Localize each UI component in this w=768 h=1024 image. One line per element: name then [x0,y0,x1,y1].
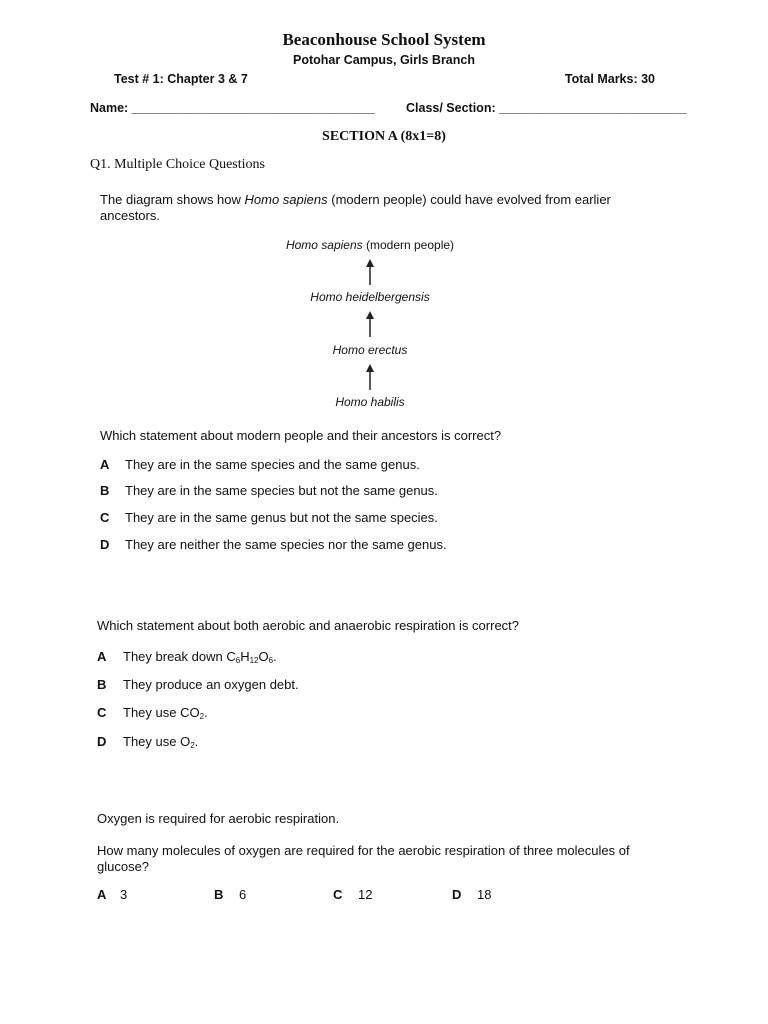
q1-option-letter: C [100,510,110,525]
q2-option-text: They produce an oxygen debt. [123,677,299,692]
diagram-homo-heidelbergensis: Homo heidelbergensis [310,290,430,304]
q3-option-text: 18 [477,887,492,902]
q2-option-text: They break down $C_6H_{12}O_6$. [123,649,277,665]
q1-option-text: They are in the same genus but not the same species. [125,510,438,525]
q3-option-letter: C [333,887,343,902]
q2-option-letter: C [97,705,107,720]
class-section-field: Class/ Section: ___________________________ [406,101,687,115]
q2-option-text: They use $CO_2$. [123,705,208,721]
diagram-sapiens-note: (modern people) [362,238,455,252]
intro-text-rest: (modern people) could have evolved from earlier ancestors. [100,192,611,223]
section-title: SECTION A (8x1=8) [322,129,446,144]
diagram-homo-habilis: Homo habilis [335,395,405,409]
diagram-sapiens-name: Homo sapiens [285,238,363,252]
arrow-up-icon [364,259,376,285]
q1-title: Q1. Multiple Choice Questions [90,157,265,172]
q2-option-letter: B [97,677,107,692]
campus-name: Potohar Campus, Girls Branch [293,53,475,67]
question1-intro [100,192,670,224]
name-field: Name: ___________________________________ [90,101,375,115]
q3-option-text: 6 [239,887,247,902]
q3-option-letter: A [97,887,107,902]
diagram-homo-erectus: Homo erectus [332,343,408,357]
q3-option-text: 12 [358,887,373,902]
q1-option-text: They are in the same species and the same genus. [125,457,420,472]
question2-stem: Which statement about both aerobic and anaerobic respiration is correct? [97,618,520,633]
intro-species: Homo sapiens [244,192,328,207]
q1-option-letter: D [100,537,110,552]
q2-option-letter: D [97,734,107,749]
intro-text: The diagram shows how [100,192,245,207]
q3-option-text: 3 [120,887,128,902]
arrow-up-icon [364,311,376,337]
diagram-homo-sapiens [270,238,470,252]
q1-option-text: They are in the same species but not the same genus. [125,483,438,498]
test-title: Test # 1: Chapter 3 & 7 [114,72,248,86]
question3-intro: Oxygen is required for aerobic respiration. [97,811,340,826]
q3-option-letter: B [214,887,224,902]
q2-option-text: They use $O_2$. [123,734,199,750]
arrow-up-icon [364,364,376,390]
school-name: Beaconhouse School System [282,30,486,49]
q1-option-letter: A [100,457,110,472]
q3-option-letter: D [452,887,462,902]
q2-option-letter: A [97,649,107,664]
question3-stem: How many molecules of oxygen are required for the aerobic respiration of three molecules of glucose? [97,843,630,874]
q1-option-text: They are neither the same species nor the same genus. [125,537,447,552]
q1-option-letter: B [100,483,110,498]
total-marks: Total Marks: 30 [564,72,655,86]
question1-stem: Which statement about modern people and their ancestors is correct? [100,428,502,443]
